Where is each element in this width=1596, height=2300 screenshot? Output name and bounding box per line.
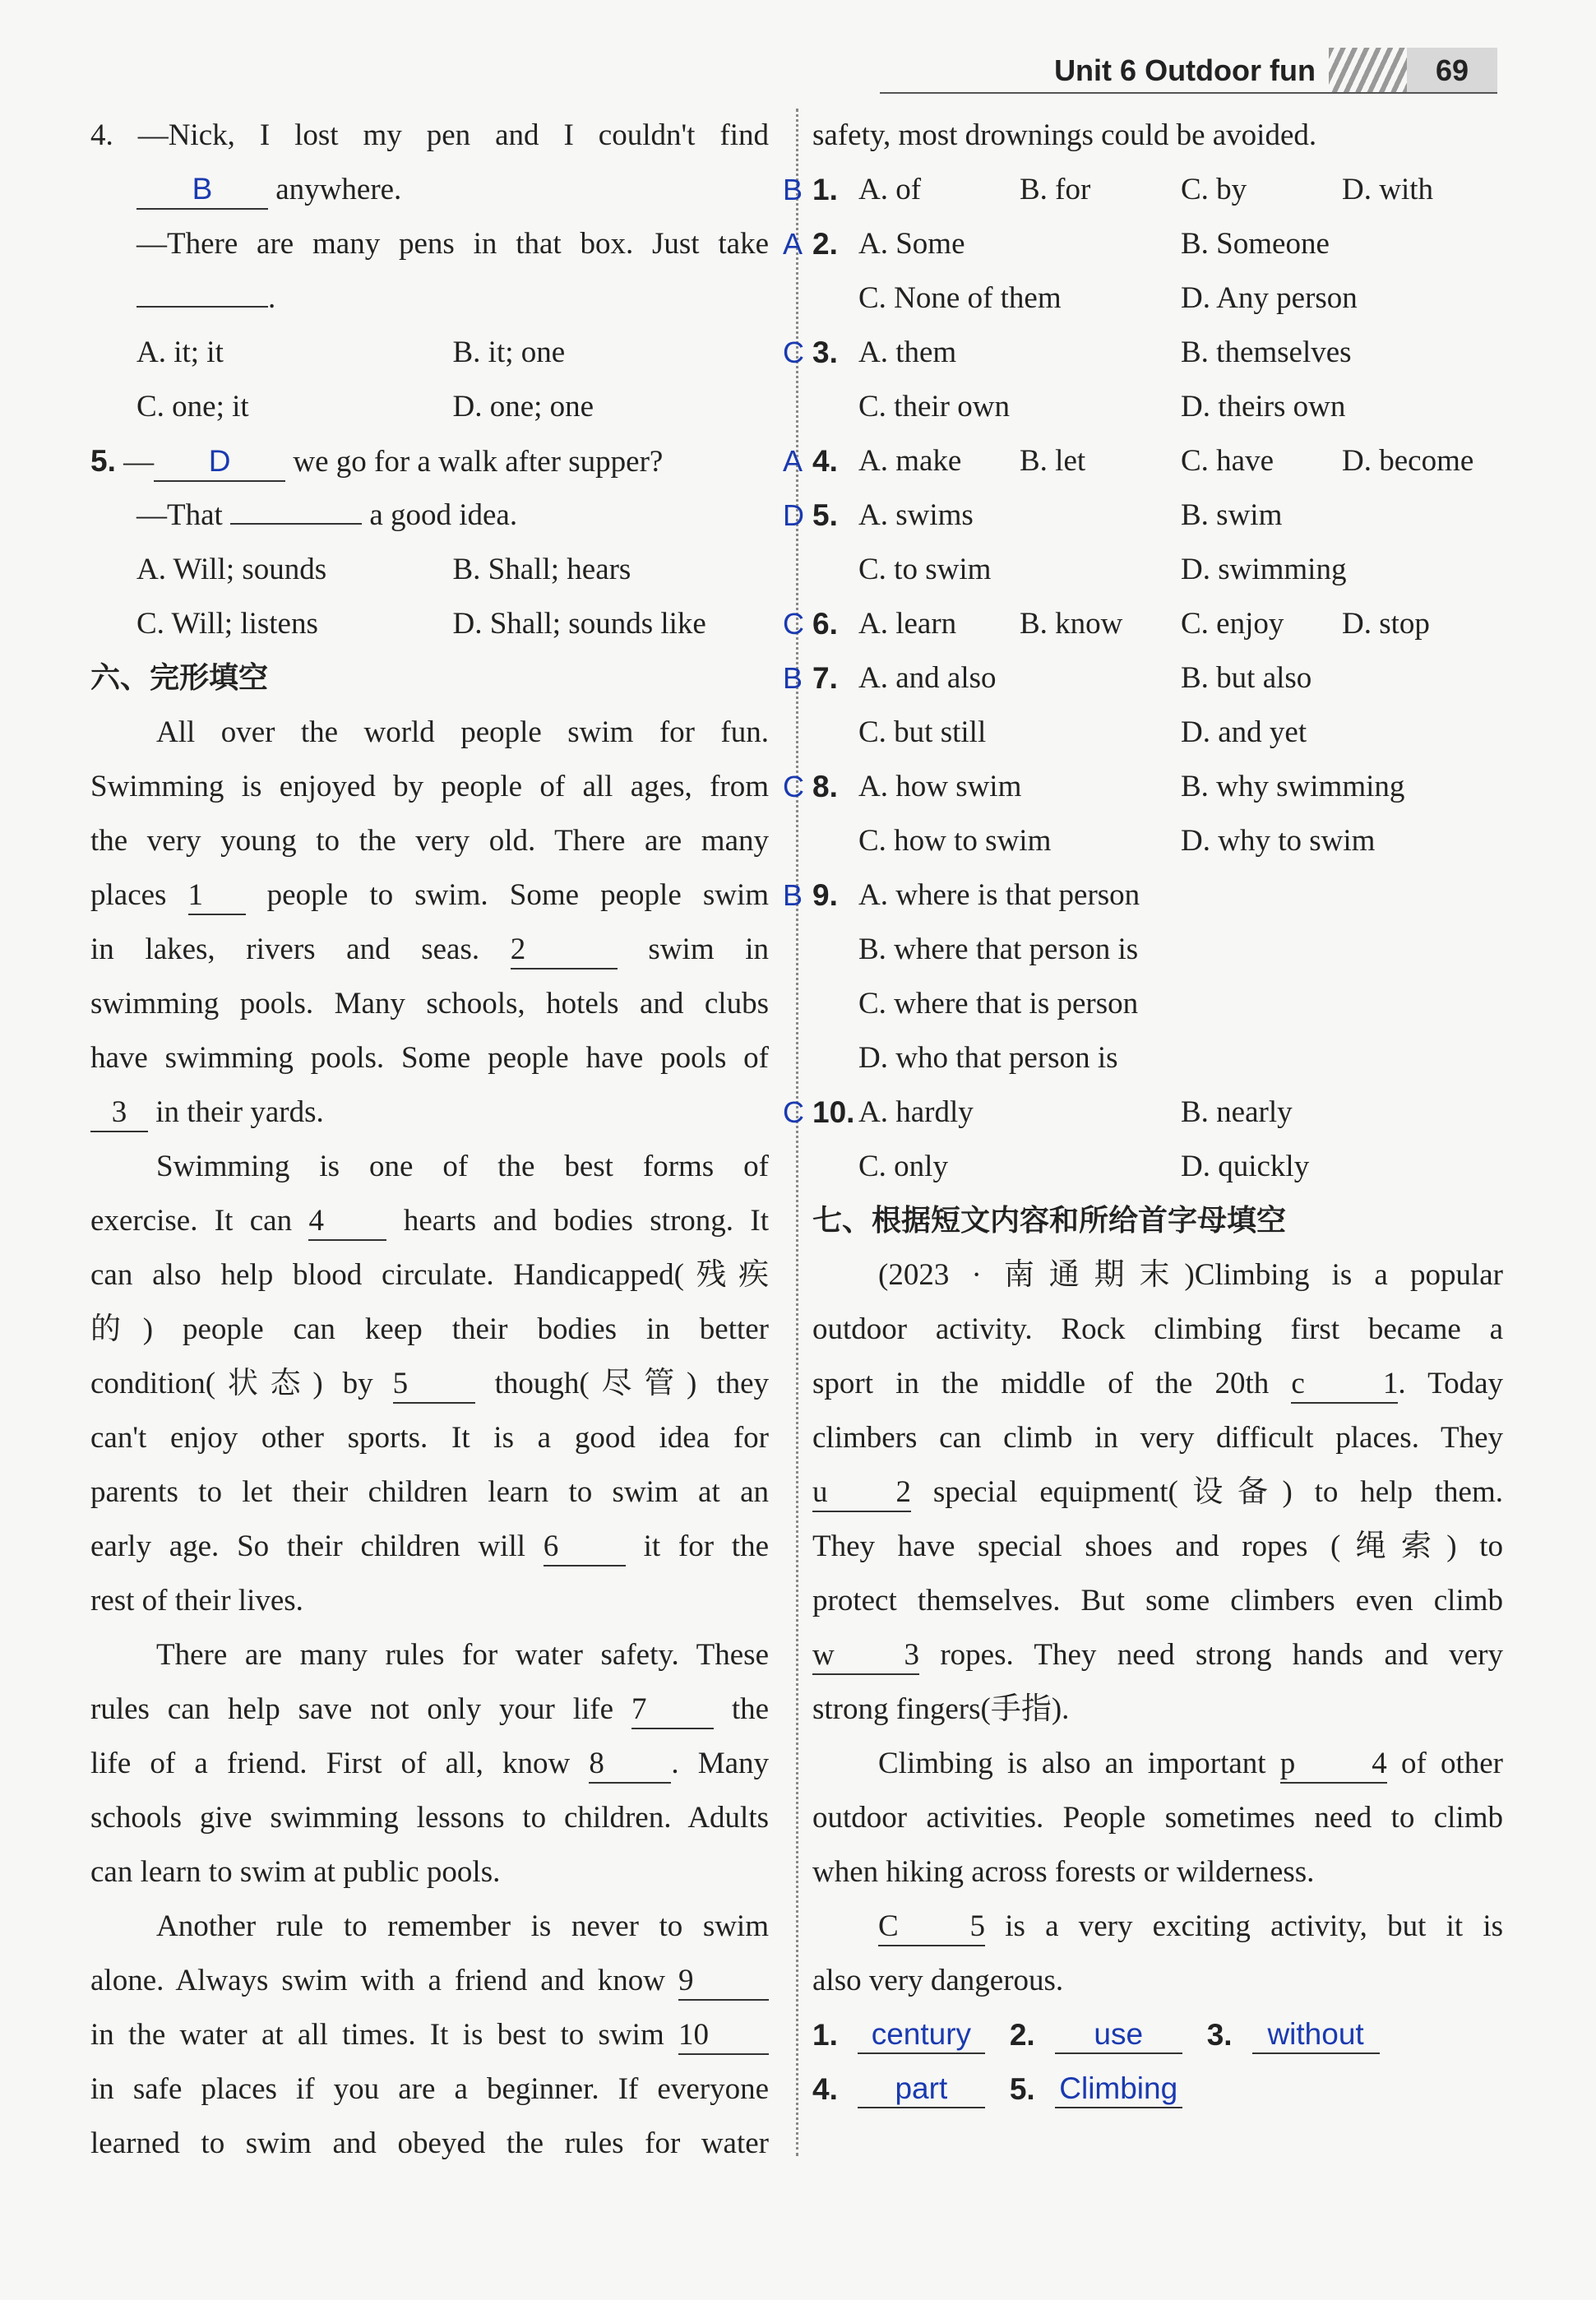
cloze-answer-mark: A bbox=[783, 227, 803, 261]
q4-options-ab bbox=[90, 326, 769, 380]
q5-blank2[interactable] bbox=[230, 523, 362, 525]
option[interactable]: A. them bbox=[858, 336, 957, 369]
cloze-text: have swimming pools. Some people have pools of bbox=[90, 1041, 769, 1075]
reading-text bbox=[812, 1737, 1503, 1791]
option[interactable]: C. but still bbox=[858, 715, 987, 749]
text: Climbing is also an important bbox=[878, 1747, 1266, 1780]
reading-text: outdoor activity. Rock climbing first became a bbox=[812, 1312, 1503, 1346]
cloze-question-6 bbox=[783, 597, 1503, 651]
option[interactable]: C. where that is person bbox=[858, 987, 1139, 1020]
cloze-question-5 bbox=[783, 488, 1503, 543]
options-row bbox=[812, 868, 1503, 923]
option[interactable]: A. swims bbox=[858, 498, 974, 532]
fill-answer-item bbox=[1010, 2062, 1182, 2117]
cloze-blank-4[interactable]: 4 bbox=[308, 1203, 386, 1241]
options-group bbox=[858, 1085, 1503, 1140]
cloze-answer-mark: B bbox=[783, 878, 803, 912]
header-rule bbox=[880, 92, 1497, 94]
options-row bbox=[812, 760, 1503, 814]
options-row bbox=[812, 1085, 1503, 1140]
q5-tail: we go for a walk after supper? bbox=[293, 445, 664, 479]
options-row bbox=[812, 434, 1503, 488]
answer-number: 4. bbox=[812, 2072, 838, 2106]
cloze-blank-9[interactable]: 9 bbox=[678, 1963, 769, 2001]
q5-option-d[interactable]: D. Shall; sounds like bbox=[452, 607, 706, 641]
cloze-text: can't enjoy other sports. It is a good idea for bbox=[90, 1421, 769, 1455]
q5-options-ab bbox=[90, 543, 769, 597]
reading-text: climbers can climb in very difficult places. They bbox=[812, 1421, 1503, 1455]
q5-number: 5. bbox=[90, 444, 116, 478]
text: swim in bbox=[648, 932, 770, 966]
left-column bbox=[90, 109, 769, 2171]
option[interactable]: C. enjoy bbox=[1181, 607, 1284, 641]
cloze-answer-mark: C bbox=[783, 607, 804, 641]
option[interactable]: D. with bbox=[1342, 173, 1433, 206]
option[interactable]: D. swimming bbox=[1181, 553, 1347, 586]
option[interactable]: C. how to swim bbox=[858, 824, 1052, 858]
text: it for the bbox=[643, 1529, 769, 1563]
text: alone. Always swim with a friend and know bbox=[90, 1964, 665, 1997]
question-number: 7. bbox=[812, 661, 838, 695]
cloze-text bbox=[90, 1682, 769, 1737]
text: early age. So their children will bbox=[90, 1529, 526, 1563]
option[interactable]: D. stop bbox=[1342, 607, 1430, 641]
question-number: 3. bbox=[812, 336, 838, 369]
reading-text: (2023 · 南通期末)Climbing is a popular bbox=[878, 1258, 1503, 1292]
question-number: 4. bbox=[812, 444, 838, 478]
question-number: 6. bbox=[812, 607, 838, 641]
q5-tail2: a good idea. bbox=[369, 498, 518, 532]
section-6-heading: 六、完形填空 bbox=[90, 661, 269, 695]
options-group bbox=[858, 597, 1503, 651]
q5-option-a[interactable]: A. Will; sounds bbox=[136, 553, 327, 586]
text: sport in the middle of the 20th bbox=[812, 1367, 1270, 1400]
cloze-text: in safe places if you are a beginner. If everyone bbox=[90, 2072, 769, 2106]
reading-text bbox=[812, 1465, 1503, 1520]
option[interactable]: D. become bbox=[1342, 444, 1474, 478]
text: of other bbox=[1400, 1747, 1503, 1780]
option[interactable]: D. quickly bbox=[1181, 1150, 1310, 1183]
text: people to swim. Some people swim bbox=[266, 878, 770, 912]
section-7-heading: 七、根据短文内容和所给首字母填空 bbox=[812, 1204, 1287, 1238]
cloze-text: 的) people can keep their bodies in better bbox=[90, 1312, 769, 1346]
q5-that: —That bbox=[136, 498, 223, 532]
q4-option-c[interactable]: C. one; it bbox=[136, 390, 249, 423]
option[interactable]: B. know bbox=[1020, 607, 1123, 641]
answer-field-5[interactable]: Climbing bbox=[1055, 2071, 1182, 2108]
fill-answers-row-2 bbox=[812, 2062, 1503, 2117]
options-row bbox=[812, 271, 1503, 326]
q4-blank2[interactable] bbox=[136, 306, 268, 308]
cloze-text: Swimming is enjoyed by people of all ages, from bbox=[90, 770, 769, 803]
option[interactable]: A. and also bbox=[858, 661, 997, 695]
options-row bbox=[812, 326, 1503, 380]
option[interactable]: C. None of them bbox=[858, 281, 1062, 315]
cloze-text bbox=[90, 923, 769, 977]
fill-answer-item bbox=[1207, 2008, 1380, 2062]
cloze-blank-6[interactable]: 6 bbox=[544, 1529, 626, 1566]
q4-line4: . bbox=[90, 271, 769, 326]
q5-dash: — bbox=[123, 445, 155, 479]
q5-stem bbox=[90, 434, 769, 488]
cloze-text bbox=[90, 868, 769, 923]
cloze-text bbox=[90, 1357, 769, 1411]
cloze-text: All over the world people swim for fun. bbox=[156, 715, 769, 749]
q4-option-a[interactable]: A. it; it bbox=[136, 336, 224, 369]
answer-number: 3. bbox=[1206, 2018, 1233, 2052]
question-number: 10. bbox=[812, 1095, 855, 1129]
cloze-answer-mark: C bbox=[783, 1095, 804, 1129]
options-group bbox=[858, 217, 1503, 271]
fill-answer-item bbox=[812, 2062, 985, 2117]
cloze-blank-8[interactable]: 8 bbox=[589, 1746, 671, 1784]
question-number: 1. bbox=[812, 173, 838, 206]
options-group bbox=[858, 434, 1503, 488]
cloze-question-3 bbox=[783, 326, 1503, 380]
options-row bbox=[812, 380, 1503, 434]
cloze-question-2 bbox=[783, 217, 1503, 271]
cloze-blank-3[interactable]: 3 bbox=[90, 1094, 148, 1132]
question-number: 2. bbox=[812, 227, 838, 261]
option[interactable]: C. their own bbox=[858, 390, 1010, 423]
reading-text bbox=[812, 1628, 1503, 1682]
cloze-blank-10[interactable]: 10 bbox=[678, 2017, 769, 2055]
option[interactable]: B. where that person is bbox=[858, 932, 1139, 966]
answer-field-1[interactable]: century bbox=[858, 2016, 985, 2054]
option[interactable]: B. for bbox=[1020, 173, 1091, 206]
q5-options-cd bbox=[90, 597, 769, 651]
cloze-text: schools give swimming lessons to children. Adults bbox=[90, 1801, 769, 1835]
text: rules can help save not only your life bbox=[90, 1692, 614, 1726]
fill-blank-1[interactable]: c 1 bbox=[1291, 1366, 1398, 1404]
option[interactable]: A. of bbox=[858, 173, 922, 206]
cloze-question-4 bbox=[783, 434, 1503, 488]
cloze-text: parents to let their children learn to swim at an bbox=[90, 1475, 769, 1509]
cloze-text: can learn to swim at public pools. bbox=[90, 1855, 501, 1889]
option[interactable]: D. and yet bbox=[1181, 715, 1307, 749]
text: the bbox=[731, 1692, 770, 1726]
text: . Today bbox=[1398, 1367, 1504, 1400]
text: exercise. It can bbox=[90, 1204, 293, 1238]
text: in the water at all times. It is best to swim bbox=[90, 2018, 664, 2052]
reading-text bbox=[812, 1900, 1503, 1954]
options-row bbox=[812, 488, 1503, 543]
cloze-answer-mark: C bbox=[783, 770, 804, 803]
text: is a very exciting activity, but it is bbox=[1005, 1909, 1504, 1943]
options-row bbox=[812, 651, 1503, 706]
option[interactable]: A. where is that person bbox=[858, 878, 1140, 912]
options-group bbox=[858, 651, 1503, 706]
question-number: 9. bbox=[812, 878, 838, 912]
option[interactable]: A. Some bbox=[858, 227, 965, 261]
options-row bbox=[812, 163, 1503, 217]
text: places bbox=[90, 878, 167, 912]
reading-text: outdoor activities. People sometimes need to climb bbox=[812, 1801, 1503, 1835]
option[interactable]: A. how swim bbox=[858, 770, 1022, 803]
text: life of a friend. First of all, know bbox=[90, 1747, 571, 1780]
page-header bbox=[1054, 51, 1497, 90]
header-stripes bbox=[1329, 48, 1407, 94]
cloze-text bbox=[90, 1737, 769, 1791]
text: ropes. They need strong hands and very bbox=[940, 1638, 1503, 1672]
option[interactable]: C. have bbox=[1181, 444, 1274, 478]
text: hearts and bodies strong. It bbox=[403, 1204, 769, 1238]
text: in their yards. bbox=[155, 1095, 324, 1129]
answer-field-3[interactable]: without bbox=[1252, 2016, 1380, 2054]
options-row bbox=[812, 543, 1503, 597]
page-number: 69 bbox=[1407, 48, 1497, 94]
fill-blank-4[interactable]: p 4 bbox=[1280, 1746, 1387, 1784]
cloze-answer-mark: D bbox=[783, 498, 804, 532]
q5-option-c[interactable]: C. Will; listens bbox=[136, 607, 318, 641]
text: special equipment(设备) to help them. bbox=[932, 1475, 1503, 1509]
cloze-text: There are many rules for water safety. These bbox=[156, 1638, 769, 1672]
reading-text: They have special shoes and ropes (绳索) to bbox=[812, 1529, 1503, 1563]
text: though(尽管) they bbox=[494, 1367, 770, 1400]
cloze-answer-mark: C bbox=[783, 336, 804, 369]
options-group bbox=[858, 760, 1503, 814]
reading-text: protect themselves. But some climbers even climb bbox=[812, 1584, 1503, 1617]
options-row bbox=[812, 706, 1503, 760]
cloze-text: can also help blood circulate. Handicapped(残疾 bbox=[90, 1258, 769, 1292]
cloze-text bbox=[90, 1085, 769, 1140]
options-group bbox=[858, 488, 1503, 543]
q4-stem: 4. —Nick, I lost my pen and I couldn't find bbox=[90, 118, 769, 152]
option[interactable]: A. make bbox=[858, 444, 962, 478]
fill-answer-item bbox=[812, 2008, 985, 2062]
q4-options-cd bbox=[90, 380, 769, 434]
q5-option-b[interactable]: B. Shall; hears bbox=[452, 553, 631, 586]
option[interactable]: A. learn bbox=[858, 607, 957, 641]
right-column bbox=[783, 109, 1504, 2117]
answer-number: 5. bbox=[1009, 2072, 1035, 2106]
fill-answer-item bbox=[1010, 2008, 1182, 2062]
q4-line3: —There are many pens in that box. Just take bbox=[136, 227, 769, 261]
fill-blank-3[interactable]: w 3 bbox=[812, 1637, 919, 1675]
option[interactable]: C. only bbox=[858, 1150, 948, 1183]
cloze-options bbox=[783, 163, 1503, 1194]
text: . Many bbox=[671, 1747, 770, 1780]
answer-field-4[interactable]: part bbox=[858, 2071, 985, 2108]
q4-tail: anywhere. bbox=[275, 173, 402, 206]
cloze-answer-mark: B bbox=[783, 661, 803, 695]
cloze-continuation: safety, most drownings could be avoided. bbox=[812, 118, 1317, 152]
cloze-answer-mark: A bbox=[783, 444, 803, 478]
cloze-text: learned to swim and obeyed the rules for water bbox=[90, 2126, 769, 2160]
option[interactable]: D. Any person bbox=[1181, 281, 1358, 315]
cloze-answer-mark: B bbox=[783, 173, 803, 206]
text: condition(状态) by bbox=[90, 1367, 373, 1400]
unit-title: Unit 6 Outdoor fun bbox=[1054, 53, 1316, 87]
option[interactable]: B. but also bbox=[1181, 661, 1312, 695]
option[interactable]: B. Someone bbox=[1181, 227, 1330, 261]
question-number: 5. bbox=[812, 498, 838, 532]
q5-answer: D bbox=[208, 444, 231, 478]
option[interactable]: B. nearly bbox=[1181, 1095, 1293, 1129]
q4-option-b[interactable]: B. it; one bbox=[452, 336, 566, 369]
option[interactable]: A. hardly bbox=[858, 1095, 974, 1129]
option[interactable]: B. let bbox=[1020, 444, 1086, 478]
cloze-text: Another rule to remember is never to swim bbox=[156, 1909, 769, 1943]
reading-text: strong fingers(手指). bbox=[812, 1692, 1070, 1726]
answer-number: 1. bbox=[812, 2018, 838, 2052]
fill-answers-row-1 bbox=[812, 2008, 1503, 2062]
cloze-text bbox=[90, 1954, 769, 2008]
option[interactable]: C. by bbox=[1181, 173, 1247, 206]
cloze-text bbox=[90, 2008, 769, 2062]
reading-text: also very dangerous. bbox=[812, 1964, 1064, 1997]
option[interactable]: B. swim bbox=[1181, 498, 1283, 532]
option[interactable]: D. why to swim bbox=[1181, 824, 1376, 858]
fill-blank-2[interactable]: u 2 bbox=[812, 1474, 911, 1512]
option[interactable]: D. who that person is bbox=[858, 1041, 1118, 1075]
cloze-text: Swimming is one of the best forms of bbox=[156, 1150, 769, 1183]
option[interactable]: B. why swimming bbox=[1181, 770, 1405, 803]
text: in lakes, rivers and seas. bbox=[90, 932, 480, 966]
question-number: 8. bbox=[812, 770, 838, 803]
cloze-text bbox=[90, 1194, 769, 1248]
cloze-text bbox=[90, 1520, 769, 1574]
reading-text: when hiking across forests or wilderness. bbox=[812, 1855, 1315, 1889]
option[interactable]: C. to swim bbox=[858, 553, 992, 586]
options-row bbox=[812, 1140, 1503, 1194]
options-row bbox=[812, 814, 1503, 868]
reading-text bbox=[812, 1357, 1503, 1411]
option[interactable]: D. theirs own bbox=[1181, 390, 1346, 423]
cloze-blank-1[interactable]: 1 bbox=[188, 877, 246, 915]
fill-blank-5[interactable]: C 5 bbox=[878, 1909, 985, 1946]
options-row bbox=[812, 217, 1503, 271]
q4-option-d[interactable]: D. one; one bbox=[452, 390, 594, 423]
q4-line2 bbox=[90, 163, 769, 217]
cloze-text: rest of their lives. bbox=[90, 1584, 303, 1617]
options-group bbox=[858, 326, 1503, 380]
cloze-question-9 bbox=[783, 868, 1503, 923]
answer-field-2[interactable]: use bbox=[1055, 2016, 1182, 2054]
cloze-question-1 bbox=[783, 163, 1503, 217]
answer-number: 2. bbox=[1009, 2018, 1035, 2052]
option[interactable]: B. themselves bbox=[1181, 336, 1352, 369]
options-row bbox=[812, 597, 1503, 651]
q4-answer: B bbox=[192, 172, 213, 206]
cloze-text: swimming pools. Many schools, hotels and clubs bbox=[90, 987, 769, 1020]
cloze-blank-2[interactable]: 2 bbox=[511, 932, 618, 970]
cloze-blank-5[interactable]: 5 bbox=[393, 1366, 475, 1404]
cloze-blank-7[interactable]: 7 bbox=[631, 1691, 714, 1729]
options-group bbox=[858, 163, 1503, 217]
cloze-question-10 bbox=[783, 1085, 1503, 1140]
cloze-text: the very young to the very old. There are many bbox=[90, 824, 769, 858]
q4-blank[interactable] bbox=[136, 171, 268, 210]
q5-blank[interactable] bbox=[154, 443, 285, 482]
q5-line2 bbox=[90, 488, 769, 543]
cloze-question-8 bbox=[783, 760, 1503, 814]
cloze-question-7 bbox=[783, 651, 1503, 706]
